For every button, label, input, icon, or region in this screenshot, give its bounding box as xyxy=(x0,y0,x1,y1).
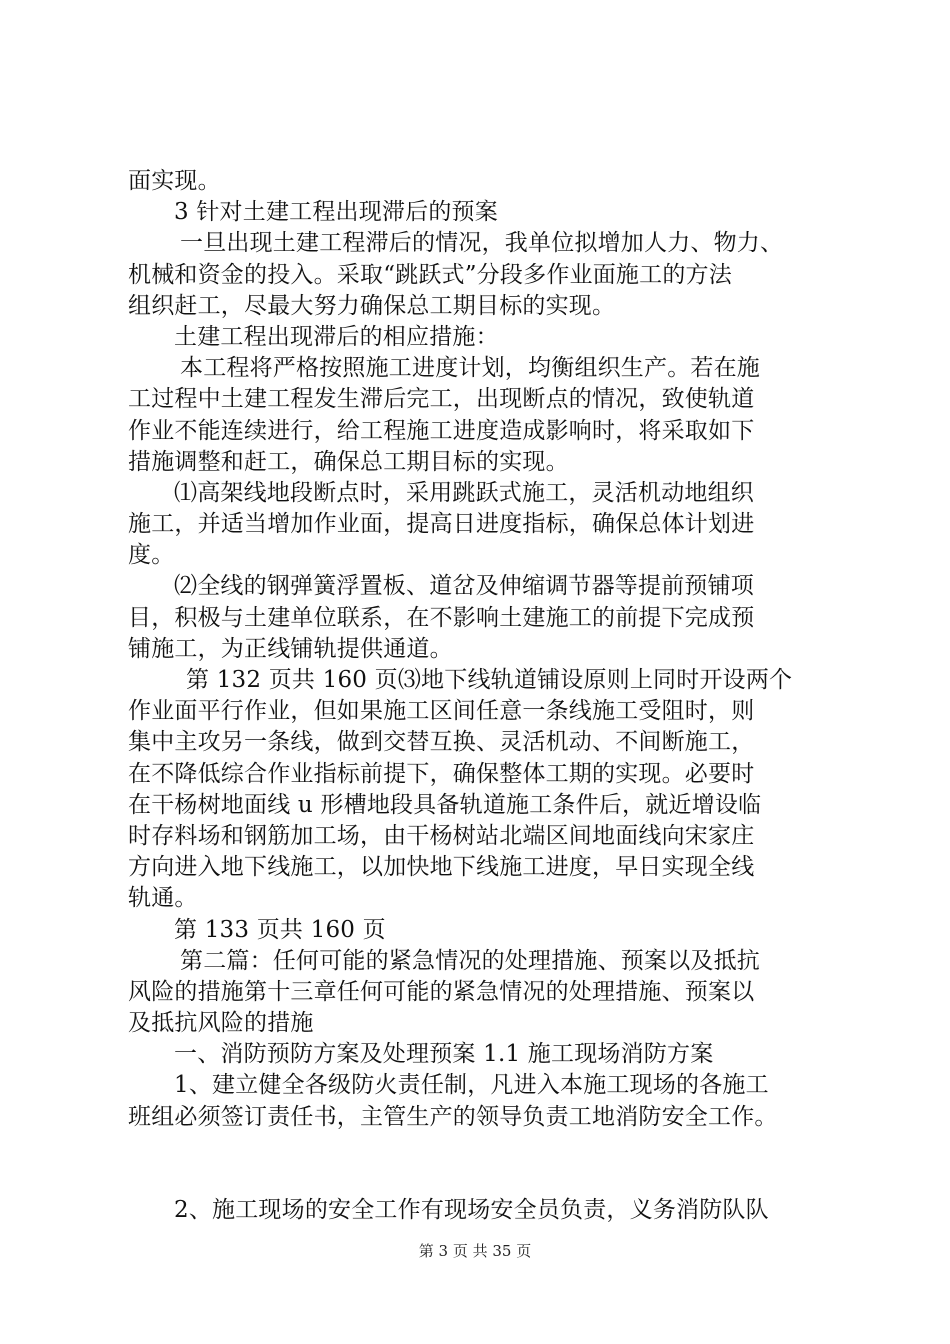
text-line: 作业面平行作业，但如果施工区间任意一条线施工受阻时，则 xyxy=(128,698,755,725)
text-line: 度。 xyxy=(128,542,175,569)
text-line: 一、消防预防方案及处理预案 1.1 施工现场消防方案 xyxy=(174,1041,714,1068)
text-line: 第 132 页共 160 页⑶地下线轨道铺设原则上同时开设两个 xyxy=(186,667,793,693)
text-line: 第 133 页共 160 页 xyxy=(174,916,386,943)
text-line: ⑴高架线地段断点时，采用跳跃式施工，灵活机动地组织 xyxy=(174,479,754,506)
text-line: 3 针对土建工程出现滞后的预案 xyxy=(174,199,498,226)
text-line: 一旦出现土建工程滞后的情况，我单位拟增加人力、物力、 xyxy=(180,230,784,257)
text-line: 集中主攻另一条线，做到交替互换、灵活机动、不间断施工， xyxy=(128,729,755,756)
text-line: 轨通。 xyxy=(128,885,198,912)
text-line: 及抵抗风险的措施 xyxy=(128,1010,314,1037)
body-text xyxy=(128,166,828,1226)
text-line: 铺施工，为正线铺轨提供通道。 xyxy=(128,635,453,662)
page-number-label: 第 3 页 共 35 页 xyxy=(418,1242,532,1260)
text-line: 时存料场和钢筋加工场，由干杨树站北端区间地面线向宋家庄 xyxy=(128,822,755,849)
text-line: 机械和资金的投入。采取“跳跃式”分段多作业面施工的方法 xyxy=(128,261,732,288)
text-line: 班组必须签订责任书，主管生产的领导负责工地消防安全工作。 xyxy=(128,1103,778,1130)
text-line: 目，积极与土建单位联系，在不影响土建施工的前提下完成预 xyxy=(128,604,755,631)
text-line: 本工程将严格按照施工进度计划，均衡组织生产。若在施 xyxy=(180,355,760,382)
text-line: 风险的措施第十三章任何可能的紧急情况的处理措施、预案以 xyxy=(128,978,755,1005)
text-line: 方向进入地下线施工，以加快地下线施工进度，早日实现全线 xyxy=(128,854,755,881)
text-line: 在不降低综合作业指标前提下，确保整体工期的实现。必要时 xyxy=(128,760,755,787)
text-line: 工过程中土建工程发生滞后完工，出现断点的情况，致使轨道 xyxy=(128,386,755,413)
text-line: 施工，并适当增加作业面，提高日进度指标，确保总体计划进 xyxy=(128,511,755,538)
text-line: 土建工程出现滞后的相应措施： xyxy=(174,323,499,350)
text-line: 措施调整和赶工，确保总工期目标的实现。 xyxy=(128,448,569,475)
text-line: 作业不能连续进行，给工程施工进度造成影响时，将采取如下 xyxy=(128,417,755,444)
text-line: 第二篇：任何可能的紧急情况的处理措施、预案以及抵抗 xyxy=(180,947,760,974)
paragraph-gap xyxy=(128,1133,828,1195)
page-footer xyxy=(0,1241,950,1261)
text-line: 组织赶工，尽最大努力确保总工期目标的实现。 xyxy=(128,292,616,319)
text-line: 2、施工现场的安全工作有现场安全员负责，义务消防队队 xyxy=(174,1196,769,1223)
text-line: 在干杨树地面线 u 形槽地段具备轨道施工条件后，就近增设临 xyxy=(128,791,762,818)
text-line: ⑵全线的钢弹簧浮置板、道岔及伸缩调节器等提前预铺项 xyxy=(174,573,754,600)
text-line: 面实现。 xyxy=(128,168,221,194)
text-line: 1、建立健全各级防火责任制，凡进入本施工现场的各施工 xyxy=(174,1072,769,1099)
